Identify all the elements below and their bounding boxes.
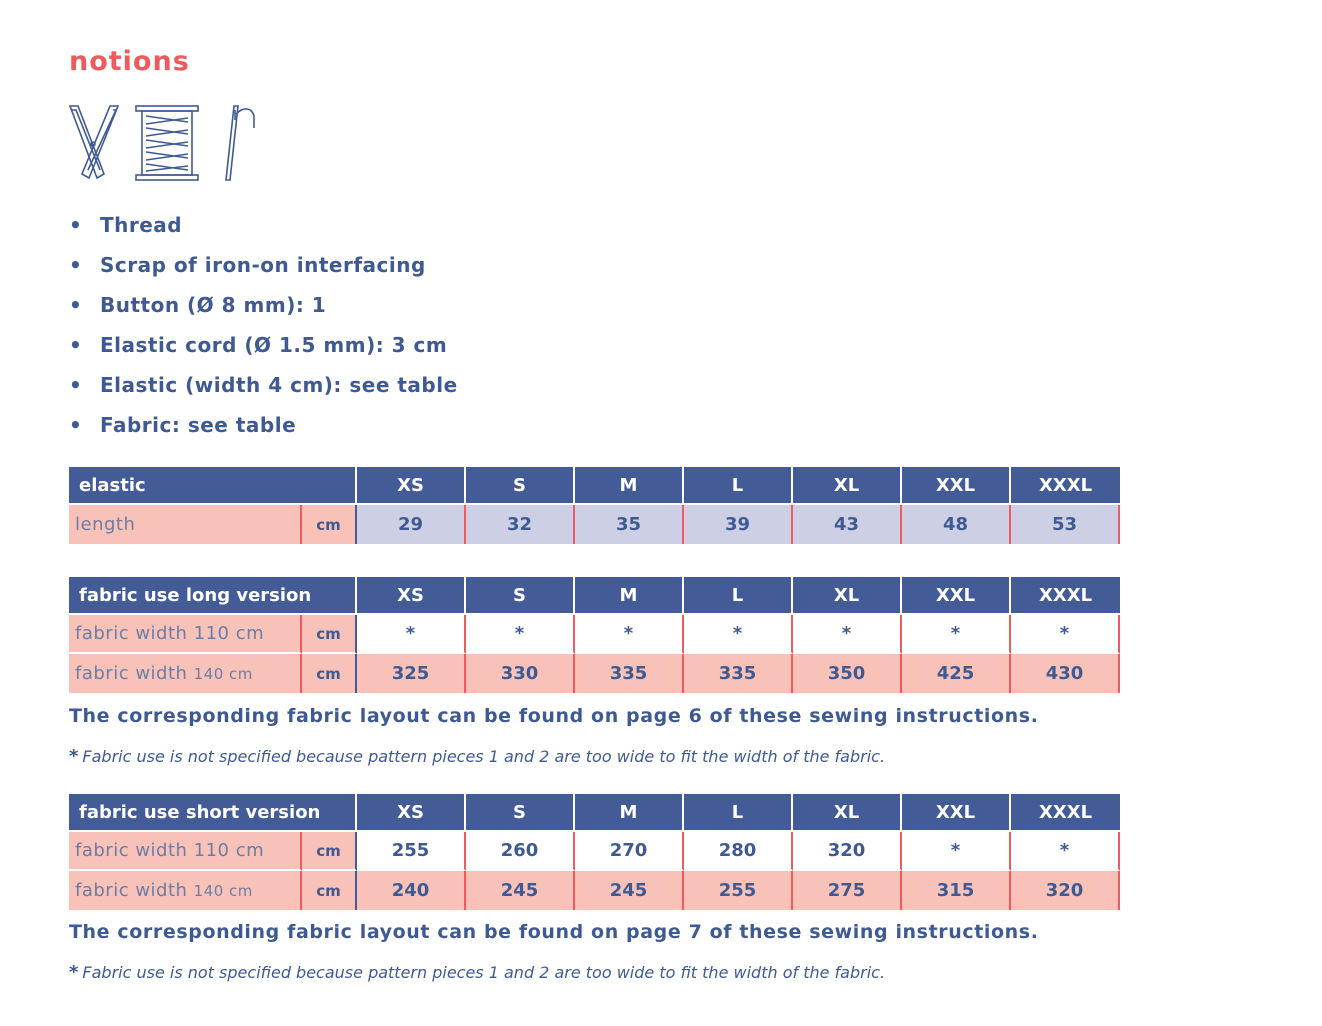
table-cell: * (902, 615, 1011, 654)
scissors-icon (70, 106, 118, 178)
size-header: XXXL (1011, 577, 1120, 615)
table-title: fabric use long version (69, 577, 357, 615)
footnote-text: Fabric use is not specified because pattern pieces 1 and 2 are too wide to fit the width of the fabric. (82, 963, 886, 982)
table-cell: 335 (575, 654, 684, 693)
table-cell: 255 (357, 832, 466, 871)
table-cell: 245 (575, 871, 684, 910)
size-header: XXL (902, 577, 1011, 615)
size-header: M (575, 577, 684, 615)
size-header: XXXL (1011, 467, 1120, 505)
size-header: L (684, 794, 793, 832)
footnote-star: * (69, 962, 79, 983)
layout-note: The corresponding fabric layout can be found on page 6 of these sewing instructions. (69, 705, 1039, 727)
table-cell: 315 (902, 871, 1011, 910)
row-label-main: fabric width (75, 663, 194, 684)
row-label-main: fabric width (75, 880, 194, 901)
table-cell: * (575, 615, 684, 654)
table-cell: 29 (357, 505, 466, 544)
table-cell: * (1011, 832, 1120, 871)
footnote (69, 746, 885, 767)
list-item-label: Elastic (width 4 cm): see table (100, 373, 458, 397)
table-cell: 39 (684, 505, 793, 544)
table-cell: 335 (684, 654, 793, 693)
size-header: S (466, 577, 575, 615)
list-item (66, 205, 458, 245)
fabric-long-table (69, 577, 1120, 693)
size-header: L (684, 467, 793, 505)
table-cell: 325 (357, 654, 466, 693)
table-title: fabric use short version (69, 794, 357, 832)
table-header-row (69, 794, 1120, 832)
notions-list (66, 205, 458, 445)
unit-label: cm (302, 871, 357, 910)
list-item-label: Fabric: see table (100, 413, 297, 437)
table-cell: 53 (1011, 505, 1120, 544)
table-cell: 280 (684, 832, 793, 871)
table-cell: 240 (357, 871, 466, 910)
footnote (69, 962, 885, 983)
row-label (69, 871, 302, 910)
bullet: • (69, 213, 83, 237)
size-header: XXXL (1011, 794, 1120, 832)
table-cell: 270 (575, 832, 684, 871)
size-header: M (575, 794, 684, 832)
table-cell: 35 (575, 505, 684, 544)
size-header: S (466, 794, 575, 832)
list-item-label: Thread (100, 213, 183, 237)
footnote-text: Fabric use is not specified because pattern pieces 1 and 2 are too wide to fit the width of the fabric. (82, 747, 886, 766)
bullet: • (69, 413, 83, 437)
notions-icons (64, 104, 264, 184)
table-row (69, 871, 1120, 910)
size-header: XXL (902, 467, 1011, 505)
table-cell: 320 (793, 832, 902, 871)
size-header: M (575, 467, 684, 505)
table-cell: 320 (1011, 871, 1120, 910)
list-item (66, 365, 458, 405)
list-item (66, 285, 458, 325)
table-title: elastic (69, 467, 357, 505)
size-header: XS (357, 577, 466, 615)
size-header: XXL (902, 794, 1011, 832)
thread-spool-icon (136, 106, 198, 180)
layout-note: The corresponding fabric layout can be found on page 7 of these sewing instructions. (69, 921, 1039, 943)
table-cell: * (357, 615, 466, 654)
size-header: XL (793, 467, 902, 505)
bullet: • (69, 253, 83, 277)
footnote-star: * (69, 746, 79, 767)
table-cell: 32 (466, 505, 575, 544)
size-header: XS (357, 794, 466, 832)
list-item (66, 245, 458, 285)
table-cell: * (466, 615, 575, 654)
table-row (69, 505, 1120, 544)
table-cell: 43 (793, 505, 902, 544)
table-cell: * (793, 615, 902, 654)
elastic-table (69, 467, 1120, 544)
row-label-small: 140 cm (193, 665, 253, 683)
size-header: XS (357, 467, 466, 505)
table-cell: 425 (902, 654, 1011, 693)
list-item-label: Button (Ø 8 mm): 1 (100, 293, 327, 317)
needle-icon (226, 106, 254, 180)
size-header: L (684, 577, 793, 615)
table-cell: * (684, 615, 793, 654)
table-row (69, 832, 1120, 871)
bullet: • (69, 373, 83, 397)
row-label: length (69, 505, 302, 544)
table-header-row (69, 577, 1120, 615)
size-header: S (466, 467, 575, 505)
table-cell: 245 (466, 871, 575, 910)
list-item (66, 325, 458, 365)
size-header: XL (793, 794, 902, 832)
unit-label: cm (302, 505, 357, 544)
unit-label: cm (302, 654, 357, 693)
size-header: XL (793, 577, 902, 615)
table-header-row (69, 467, 1120, 505)
row-label (69, 654, 302, 693)
table-cell: 330 (466, 654, 575, 693)
table-cell: 255 (684, 871, 793, 910)
fabric-short-table (69, 794, 1120, 910)
table-cell: 48 (902, 505, 1011, 544)
row-label: fabric width 110 cm (69, 615, 302, 654)
unit-label: cm (302, 832, 357, 871)
table-cell: * (902, 832, 1011, 871)
row-label-small: 140 cm (193, 882, 253, 900)
table-row (69, 654, 1120, 693)
table-cell: 260 (466, 832, 575, 871)
table-cell: 430 (1011, 654, 1120, 693)
table-cell: 350 (793, 654, 902, 693)
page-title: notions (69, 46, 190, 77)
list-item (66, 405, 458, 445)
bullet: • (69, 333, 83, 357)
table-cell: 275 (793, 871, 902, 910)
table-row (69, 615, 1120, 654)
list-item-label: Elastic cord (Ø 1.5 mm): 3 cm (100, 333, 448, 357)
row-label: fabric width 110 cm (69, 832, 302, 871)
table-cell: * (1011, 615, 1120, 654)
unit-label: cm (302, 615, 357, 654)
list-item-label: Scrap of iron-on interfacing (100, 253, 426, 277)
bullet: • (69, 293, 83, 317)
